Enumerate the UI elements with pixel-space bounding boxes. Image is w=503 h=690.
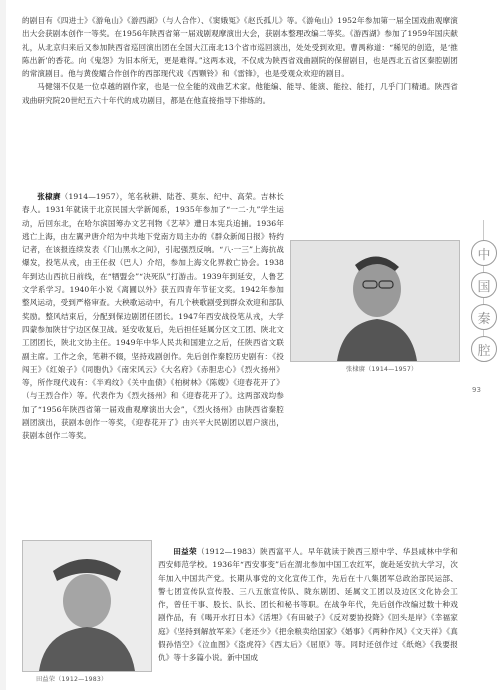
side-char-4: 腔 <box>471 336 497 362</box>
page-number: 93 <box>472 386 481 394</box>
zhang-photo-caption: 张棣赓（1914—1957） <box>346 366 418 373</box>
page-edge-shadow <box>0 0 6 690</box>
tian-bio-text: （1912—1983）陕西富平人。早年就读于陕西三原中学、华县咸林中学和西安师范学校。1936年“西安事变”后在渭北参加中国工农红军，旋赴延安抗大学习，次年加入中国共产党。长期从事党的文化宣传工作，先后在十八集团军总政治部民运部、警七团宣传队宣传股、三八五旅宣传队、陇东剧团、延属文工团以及边区文化协会工作，曾任干事、股长、队长、团长和秘书等职。在战争年代，先后创作改编过数十种戏剧作品，有《喝开水打日本》《活埋》《有田破子》《反对要协投降》《回头是岸》《幸福家庭》《坚持到解放军来》《老还少》《把余粮卖给国家》《婚事》《两种作风》《文天祥》《真假孙悟空》《泣血图》《盗虎符》《西太后》《屈原》等。同时还创作过《纸炮》《我要报仇》等十多篇小说。新中国成 <box>158 547 458 663</box>
side-title <box>470 240 498 362</box>
zhang-bio-text: （1914—1957），笔名秋耕、陆苍、莫东、纪中、高荣。吉林长春人。1931年就读于北京民国大学新闻系，1935年参加了“一二·九”学生运动，后回东北，在哈尔滨国筹办文艺刊物《艺萃》遭日本宪兵追捕。1936年逃亡上海，由左翼尹唐介绍为中共地下党南方局主办的《群众新闻日报》特约记者，在该报连续发表《门山黑水之间》，引起强烈反响。“八·一三”上海抗战爆发，投笔从戎，由王任叔（巴人）介绍，参加上海文化界救亡协会。1938年到达山西抗日前线，在“牺盟会”“决死队”打游击。1939年到延安，人鲁艺文学系学习。1940年小说《离圃以外》获五四青年节征文奖。1942年参加整风运动，受到严格审查。大秧歌运动中，有几个秧歌剧受到群众欢迎和部队奖励。整风结束后，分配到保边剧团任团长。1947年西安战役笔从戎，大学四蒙参加陕甘宁边区保卫战。延安收复后，先后担任延属分区文工团、陕北文工团团长，陕北文协主任。1949年中华人民共和国建立之后，任陕西省文联副主席。工作之余，笔耕不辍，坚持戏剧创作。先后创作秦腔历史剧有：《投闯王》《红娘子》《同胞仇》《南宋风云》《大名府》《赤胆忠心》《烈火扬州》等，所作现代戏有：《半鸡纹》《关中血债》《柏树林》《陈嫂》《迎春花开了》（与王烈合作）等。代表作为《烈火扬州》和《迎春花开了》。这两部戏均参加了“1956年陕西省第一届戏曲观摩演出大会”，《烈火扬州》由陕西省秦腔剧团演出，获剧本创作一等奖，《迎春花开了》由兴平大民剧团以眉户演出，获剧本创作二等奖。 <box>22 192 284 441</box>
intro-text-block <box>22 14 458 107</box>
portrait-illustration-tian <box>23 541 151 671</box>
paragraph-ma-repertoire: 的剧目有《四进士》《游龟山》《游西湖》（与人合作）、《窦娥冤》《赵氏孤儿》等。《游龟山》1952年参加第一届全国戏曲观摩演出大会获剧本创作一等奖。在1956年陕西省第一届戏剧观摩演出大会，获剧本整理改编二等奖。《游西湖》参加了1959年国庆献礼，从北京归来后又参加陕西省巡回演出团在全国大江南北13个省市巡回演出，处处受到欢迎。曹禺称道：“稀见的创造，是‘推陈出新’的香花。向《鬼怨》为旧本所无，更是难得。”这两本戏，不仅成为陕西省戏曲剧院的保留剧目，也是西北五省区秦腔剧团的常演剧目。他与黄俊耀合作创作的西部现代戏《西颗铃》和《雷锋》，也是受观众欢迎的剧目。 <box>22 16 458 79</box>
tian-bio <box>158 545 458 665</box>
tian-photo-caption: 田益荣（1912—1983） <box>36 676 108 683</box>
side-char-2: 国 <box>471 272 497 298</box>
tian-portrait-photo <box>22 540 152 672</box>
zhang-bio <box>22 190 284 443</box>
tian-bio-column <box>158 545 458 665</box>
side-char-1: 中 <box>471 240 497 266</box>
side-char-3: 秦 <box>471 304 497 330</box>
zhang-portrait-photo <box>290 240 460 362</box>
zhang-name: 张棣赓 <box>37 192 61 201</box>
portrait-illustration-zhang <box>291 241 459 361</box>
tian-name: 田益荣 <box>173 547 197 556</box>
paragraph-ma-summary: 马健翎不仅是一位卓越的剧作家，也是一位全能的戏曲艺术家。他能编、能导、能演、能拉、能打，几乎门门精通。陕西省戏曲研究院20世纪五六十年代的成功剧目，都是在他直接指导下排练的。 <box>22 82 458 105</box>
zhang-bio-column <box>22 190 284 443</box>
